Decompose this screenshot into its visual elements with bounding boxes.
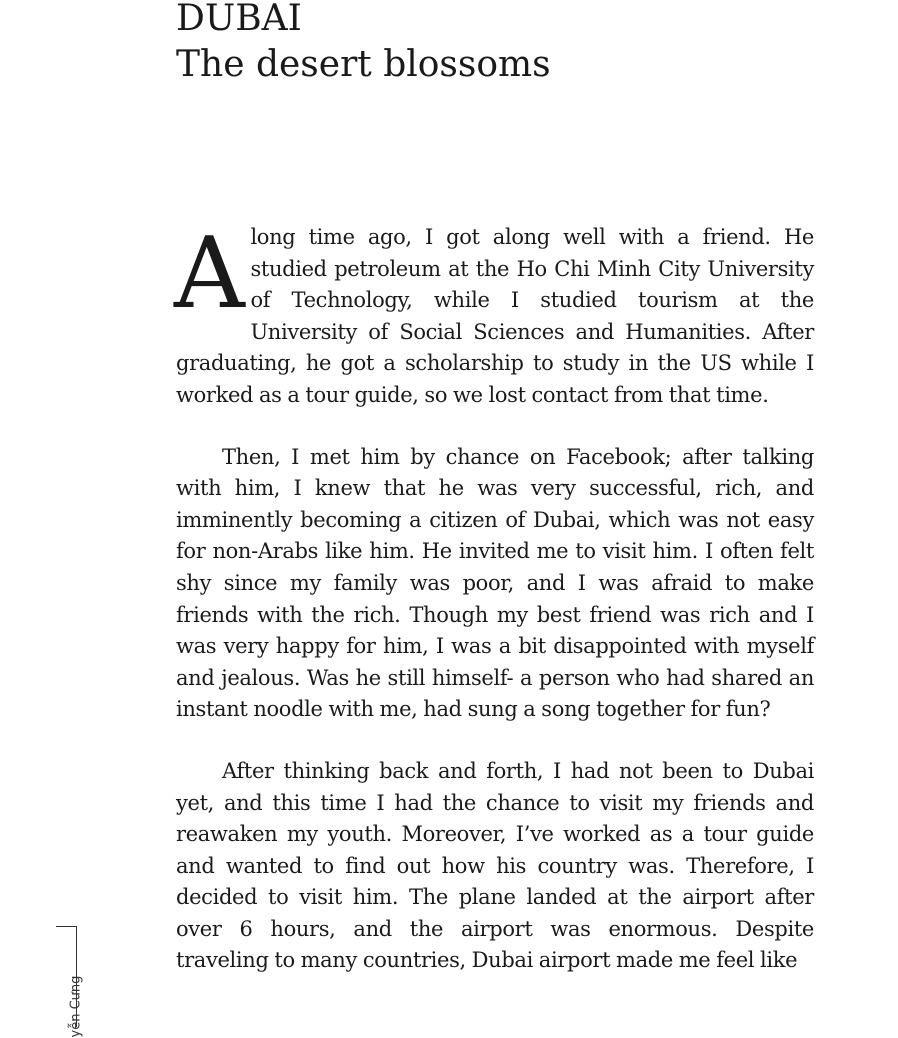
drop-cap: A: [174, 217, 245, 331]
paragraph-1-text: long time ago, I got along well with a friend. He studied petroleum at the Ho Chi Minh City University of Technology, while I studied tourism at the University of Social Sciences and Humanities. After graduating, he got a scholarship to study in the US while I worked as a tour guide, so we lost contact from that time.: [176, 225, 814, 407]
chapter-title-line-2: The desert blossoms: [176, 44, 551, 85]
chapter-body: [174, 217, 814, 1007]
side-tab-label: yễn Cưng: [68, 975, 84, 1038]
side-running-tab: [56, 920, 84, 1038]
paragraph-2: Then, I met him by chance on Facebook; after talking with him, I knew that he was very successful, rich, and imminently becoming a citizen of Dubai, which was not easy for non-Arabs like him. He invited me to visit him. I often felt shy since my family was poor, and I was afraid to make friends with the rich. Though my best friend was rich and I was very happy for him, I was a bit disappointed with myself and jealous. Was he still himself- a person who had shared an instant noodle with me, had sung a song together for fun?: [176, 444, 814, 722]
chapter-title: [176, 0, 551, 88]
chapter-title-line-1: DUBAI: [176, 0, 302, 39]
paragraph-3: After thinking back and forth, I had not been to Dubai yet, and this time I had the chance to visit my friends and reawaken my youth. Moreover, I’ve worked as a tour guide and wanted to find out how his country was. Therefore, I decided to visit him. The plane landed at the airport after over 6 hours, and the airport was enormous. Despite traveling to many countries, Dubai airport made me feel like: [176, 758, 814, 973]
paragraph-1: [174, 217, 814, 412]
